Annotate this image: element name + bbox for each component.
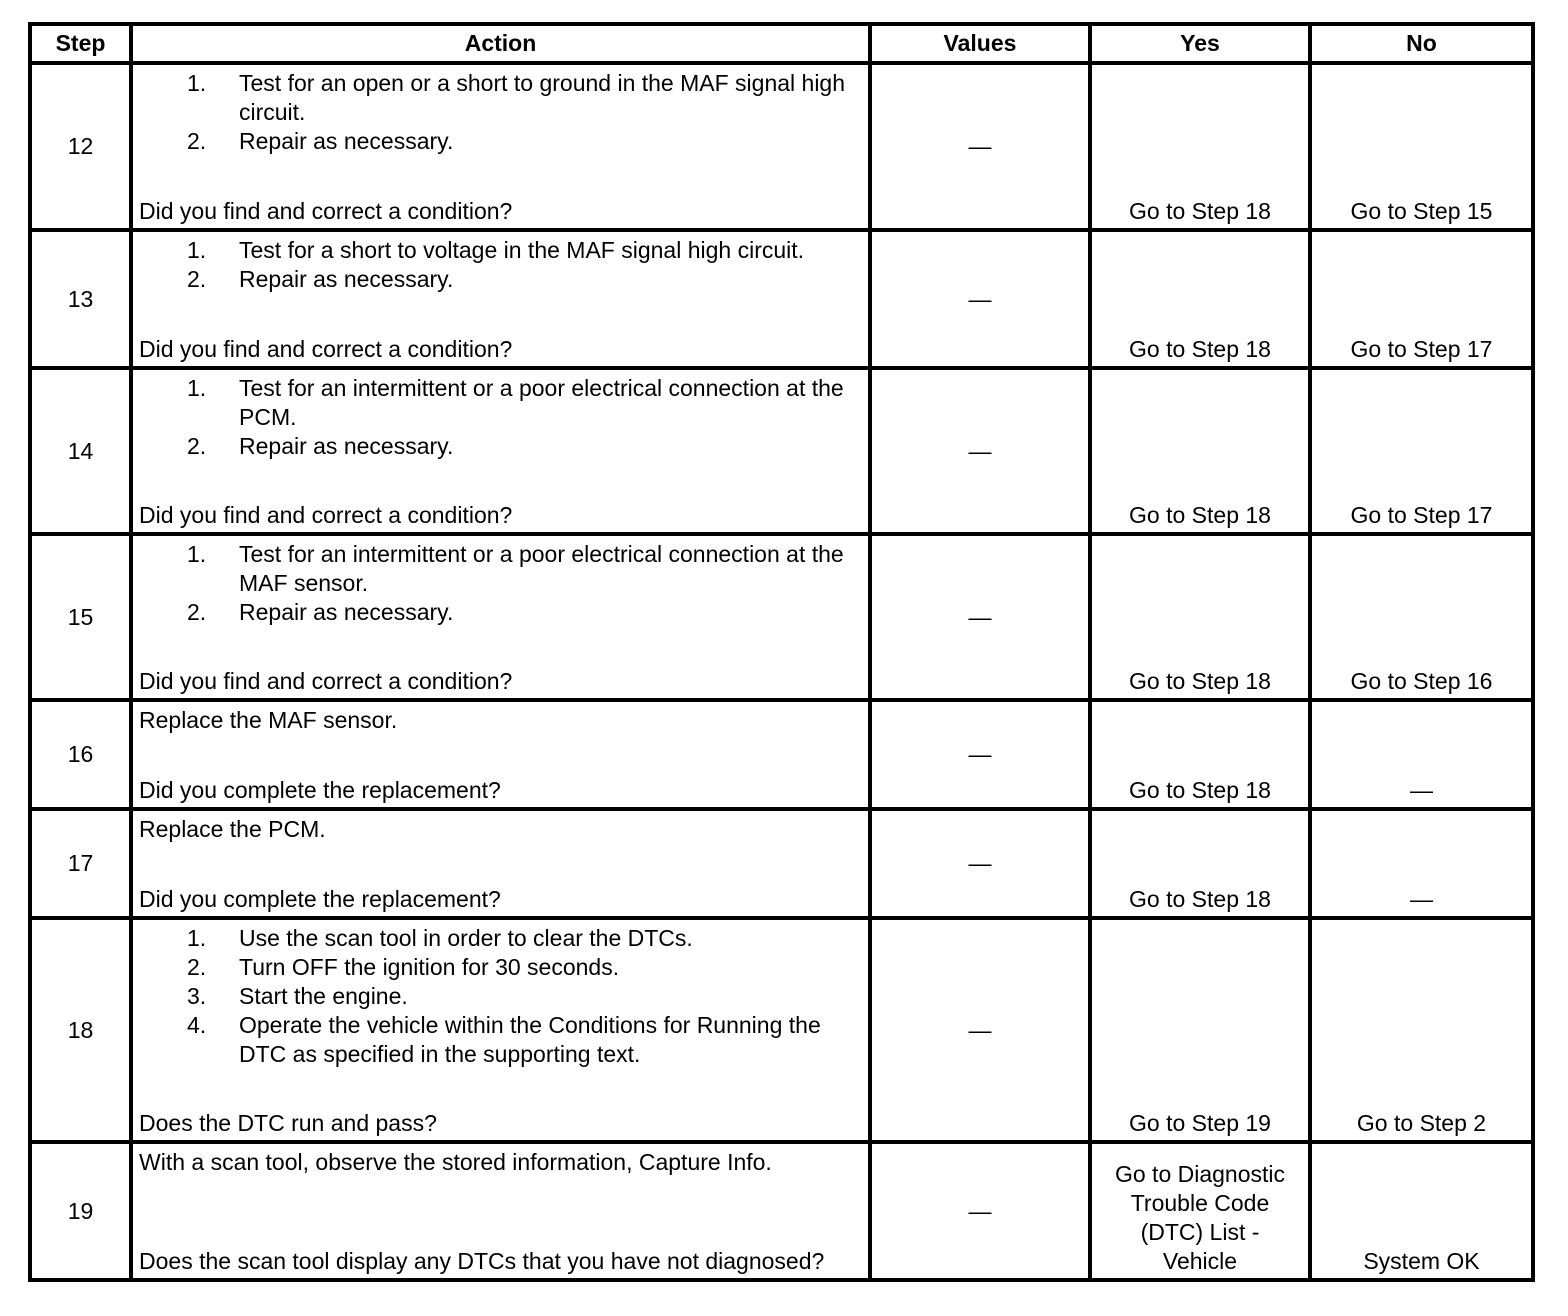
yes-cell: Go to Diagnostic Trouble Code (DTC) List - Vehicle <box>1090 1142 1310 1280</box>
table-row <box>30 230 1533 368</box>
action-step-item <box>139 236 862 265</box>
no-cell: — <box>1310 809 1533 918</box>
action-step-text: Test for an open or a short to ground in the MAF signal high circuit. <box>239 70 846 125</box>
no-cell: Go to Step 17 <box>1310 368 1533 534</box>
action-instruction: With a scan tool, observe the stored information, Capture Info. <box>139 1149 772 1175</box>
action-step-item <box>139 374 862 432</box>
action-step-number: 2. <box>187 433 207 459</box>
action-question: Did you find and correct a condition? <box>139 668 513 694</box>
action-step-number: 2. <box>187 954 207 980</box>
action-step-text: Test for a short to voltage in the MAF signal high circuit. <box>239 237 805 263</box>
step-number: 19 <box>30 1142 131 1280</box>
action-step-item <box>139 265 862 294</box>
action-step-number: 1. <box>187 541 207 567</box>
action-cell <box>131 918 870 1142</box>
values-cell: — <box>870 1142 1090 1280</box>
table-row <box>30 63 1533 230</box>
values-cell: — <box>870 809 1090 918</box>
table-row <box>30 1142 1533 1280</box>
action-cell <box>131 809 870 918</box>
action-step-text: Repair as necessary. <box>239 128 454 154</box>
action-step-text: Repair as necessary. <box>239 266 454 292</box>
action-step-text: Test for an intermittent or a poor electrical connection at the MAF sensor. <box>239 541 844 596</box>
action-question: Did you complete the replacement? <box>139 777 501 803</box>
action-step-text: Start the engine. <box>239 983 408 1009</box>
header-yes: Yes <box>1090 24 1310 63</box>
header-row <box>30 24 1533 63</box>
step-number: 16 <box>30 700 131 809</box>
action-step-text: Test for an intermittent or a poor electrical connection at the PCM. <box>239 375 844 430</box>
table-row <box>30 809 1533 918</box>
action-cell <box>131 230 870 368</box>
yes-cell: Go to Step 18 <box>1090 368 1310 534</box>
header-no: No <box>1310 24 1533 63</box>
action-step-item <box>139 540 862 598</box>
table-row <box>30 700 1533 809</box>
action-steps-list <box>139 236 862 294</box>
action-instruction: Replace the MAF sensor. <box>139 707 398 733</box>
step-number: 13 <box>30 230 131 368</box>
values-cell: — <box>870 63 1090 230</box>
action-steps-list <box>139 924 862 1069</box>
no-cell: Go to Step 16 <box>1310 534 1533 700</box>
step-number: 12 <box>30 63 131 230</box>
action-step-item <box>139 953 862 982</box>
action-step-item <box>139 982 862 1011</box>
action-step-item <box>139 924 862 953</box>
action-step-number: 1. <box>187 237 207 263</box>
action-step-number: 2. <box>187 599 207 625</box>
action-cell <box>131 63 870 230</box>
values-cell: — <box>870 700 1090 809</box>
yes-cell: Go to Step 19 <box>1090 918 1310 1142</box>
action-cell <box>131 534 870 700</box>
action-step-text: Turn OFF the ignition for 30 seconds. <box>239 954 620 980</box>
table-row <box>30 368 1533 534</box>
action-instruction: Replace the PCM. <box>139 816 326 842</box>
step-number: 15 <box>30 534 131 700</box>
header-step: Step <box>30 24 131 63</box>
step-number: 17 <box>30 809 131 918</box>
action-step-number: 1. <box>187 925 207 951</box>
yes-cell: Go to Step 18 <box>1090 63 1310 230</box>
header-action: Action <box>131 24 870 63</box>
action-steps-list <box>139 374 862 461</box>
action-question: Does the DTC run and pass? <box>139 1110 437 1136</box>
values-cell: — <box>870 230 1090 368</box>
no-cell: System OK <box>1310 1142 1533 1280</box>
action-cell <box>131 368 870 534</box>
action-step-number: 2. <box>187 128 207 154</box>
action-steps-list <box>139 540 862 627</box>
action-cell <box>131 700 870 809</box>
action-step-item <box>139 598 862 627</box>
action-question: Did you find and correct a condition? <box>139 502 513 528</box>
action-step-text: Use the scan tool in order to clear the DTCs. <box>239 925 693 951</box>
action-cell <box>131 1142 870 1280</box>
action-step-text: Repair as necessary. <box>239 599 454 625</box>
step-number: 14 <box>30 368 131 534</box>
action-step-number: 1. <box>187 70 207 96</box>
table-row <box>30 534 1533 700</box>
values-cell: — <box>870 368 1090 534</box>
yes-cell: Go to Step 18 <box>1090 700 1310 809</box>
action-step-number: 1. <box>187 375 207 401</box>
no-cell: — <box>1310 700 1533 809</box>
action-step-item <box>139 1011 862 1069</box>
values-cell: — <box>870 918 1090 1142</box>
action-question: Did you find and correct a condition? <box>139 336 513 362</box>
yes-cell: Go to Step 18 <box>1090 809 1310 918</box>
action-step-item <box>139 432 862 461</box>
action-question: Did you complete the replacement? <box>139 886 501 912</box>
table-row <box>30 918 1533 1142</box>
no-cell: Go to Step 2 <box>1310 918 1533 1142</box>
yes-cell: Go to Step 18 <box>1090 534 1310 700</box>
action-question: Did you find and correct a condition? <box>139 198 513 224</box>
values-cell: — <box>870 534 1090 700</box>
action-step-number: 4. <box>187 1012 207 1038</box>
step-number: 18 <box>30 918 131 1142</box>
no-cell: Go to Step 17 <box>1310 230 1533 368</box>
header-values: Values <box>870 24 1090 63</box>
no-cell: Go to Step 15 <box>1310 63 1533 230</box>
yes-cell: Go to Step 18 <box>1090 230 1310 368</box>
diagnostic-table <box>28 22 1535 1282</box>
action-question: Does the scan tool display any DTCs that you have not diagnosed? <box>139 1248 825 1274</box>
action-steps-list <box>139 69 862 156</box>
action-step-item <box>139 69 862 127</box>
action-step-item <box>139 127 862 156</box>
action-step-number: 3. <box>187 983 207 1009</box>
action-step-text: Repair as necessary. <box>239 433 454 459</box>
action-step-number: 2. <box>187 266 207 292</box>
action-step-text: Operate the vehicle within the Conditions for Running the DTC as specified in the supporting text. <box>239 1012 821 1067</box>
